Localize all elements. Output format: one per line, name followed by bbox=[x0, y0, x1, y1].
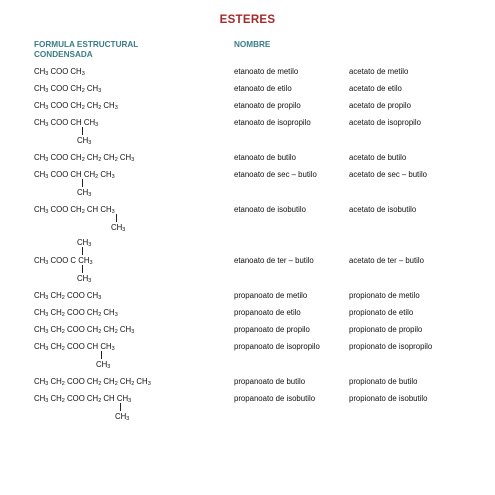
formula-substituent: $CH_3$ bbox=[115, 412, 130, 422]
common-name: propionato de metilo bbox=[349, 291, 420, 300]
common-name: acetato de sec – butilo bbox=[349, 170, 428, 179]
common-name: propionato de isopropilo bbox=[349, 342, 433, 351]
formula-substituent: $CH_3$ bbox=[77, 274, 92, 284]
formula-main-chain: $CH_3$ $CH_2$ COO $CH_2$ $CH_3$ bbox=[34, 308, 118, 318]
formula-main-chain: $CH_3$ $CH_2$ COO $CH_2$ $CH_2$ $CH_3$ bbox=[34, 325, 135, 335]
formula-column-header bbox=[34, 40, 138, 59]
common-name: propionato de isobutilo bbox=[349, 394, 428, 403]
common-name: acetato de butilo bbox=[349, 153, 407, 162]
formula-substituent: $CH_3$ bbox=[111, 223, 126, 233]
common-name: propionato de etilo bbox=[349, 308, 414, 317]
formula-main-chain: $CH_3$ $CH_2$ COO $CH_2$ CH $CH_3$ bbox=[34, 394, 132, 404]
formula-main-chain: $CH_3$ $CH_2$ COO $CH_3$ bbox=[34, 291, 102, 301]
common-name: acetato de etilo bbox=[349, 84, 402, 93]
bond-line bbox=[82, 179, 83, 187]
formula-header-line-2: CONDENSADA bbox=[34, 49, 93, 59]
iupac-name: etanoato de propilo bbox=[234, 101, 301, 110]
name-column-header: NOMBRE bbox=[234, 40, 271, 49]
bond-line bbox=[82, 265, 83, 273]
iupac-name: etanoato de metilo bbox=[234, 67, 299, 76]
common-name: acetato de isopropilo bbox=[349, 118, 421, 127]
formula-header-line-1: FORMULA ESTRUCTURAL bbox=[34, 40, 139, 49]
iupac-name: propanoato de propilo bbox=[234, 325, 310, 334]
page-title: ESTERES bbox=[219, 14, 276, 26]
formula-main-chain: $CH_3$ COO $CH_2$ $CH_3$ bbox=[34, 84, 102, 94]
common-name: acetato de propilo bbox=[349, 101, 411, 110]
common-name: acetato de ter – butilo bbox=[349, 256, 424, 265]
bond-line bbox=[101, 351, 102, 359]
formula-main-chain: $CH_3$ $CH_2$ COO $CH_2$ $CH_2$ $CH_2$ $CH_3$ bbox=[34, 377, 151, 387]
formula-main-chain: $CH_3$ COO CH $CH_3$ bbox=[34, 118, 99, 128]
iupac-name: propanoato de isopropilo bbox=[234, 342, 320, 351]
common-name: propionato de propilo bbox=[349, 325, 423, 334]
common-name: acetato de isobutilo bbox=[349, 205, 417, 214]
formula-substituent: $CH_3$ bbox=[96, 360, 111, 370]
common-name: propionato de butilo bbox=[349, 377, 418, 386]
formula-main-chain: $CH_3$ $CH_2$ COO CH $CH_3$ bbox=[34, 342, 115, 352]
formula-substituent: $CH_3$ bbox=[77, 188, 92, 198]
formula-main-chain: $CH_3$ COO C $CH_3$ bbox=[34, 256, 93, 266]
formula-substituent: $CH_3$ bbox=[77, 136, 92, 146]
iupac-name: etanoato de etilo bbox=[234, 84, 292, 93]
iupac-name: etanoato de ter – butilo bbox=[234, 256, 314, 265]
bond-line bbox=[82, 127, 83, 135]
formula-main-chain: $CH_3$ COO $CH_2$ $CH_2$ $CH_3$ bbox=[34, 101, 118, 111]
bond-line bbox=[120, 403, 121, 411]
iupac-name: etanoato de sec – butilo bbox=[234, 170, 317, 179]
formula-main-chain: $CH_3$ COO CH $CH_2$ $CH_3$ bbox=[34, 170, 115, 180]
iupac-name: propanoato de isobutilo bbox=[234, 394, 316, 403]
iupac-name: propanoato de metilo bbox=[234, 291, 308, 300]
formula-substituent: $CH_3$ bbox=[77, 238, 92, 248]
formula-main-chain: $CH_3$ COO $CH_2$ CH $CH_3$ bbox=[34, 205, 115, 215]
formula-main-chain: $CH_3$ COO $CH_3$ bbox=[34, 67, 85, 77]
iupac-name: propanoato de butilo bbox=[234, 377, 306, 386]
bond-line bbox=[82, 247, 83, 255]
formula-main-chain: $CH_3$ COO $CH_2$ $CH_2$ $CH_2$ $CH_3$ bbox=[34, 153, 135, 163]
iupac-name: etanoato de isopropilo bbox=[234, 118, 311, 127]
iupac-name: etanoato de butilo bbox=[234, 153, 296, 162]
iupac-name: etanoato de isobutilo bbox=[234, 205, 306, 214]
iupac-name: propanoato de etilo bbox=[234, 308, 301, 317]
common-name: acetato de metilo bbox=[349, 67, 409, 76]
bond-line bbox=[116, 214, 117, 222]
